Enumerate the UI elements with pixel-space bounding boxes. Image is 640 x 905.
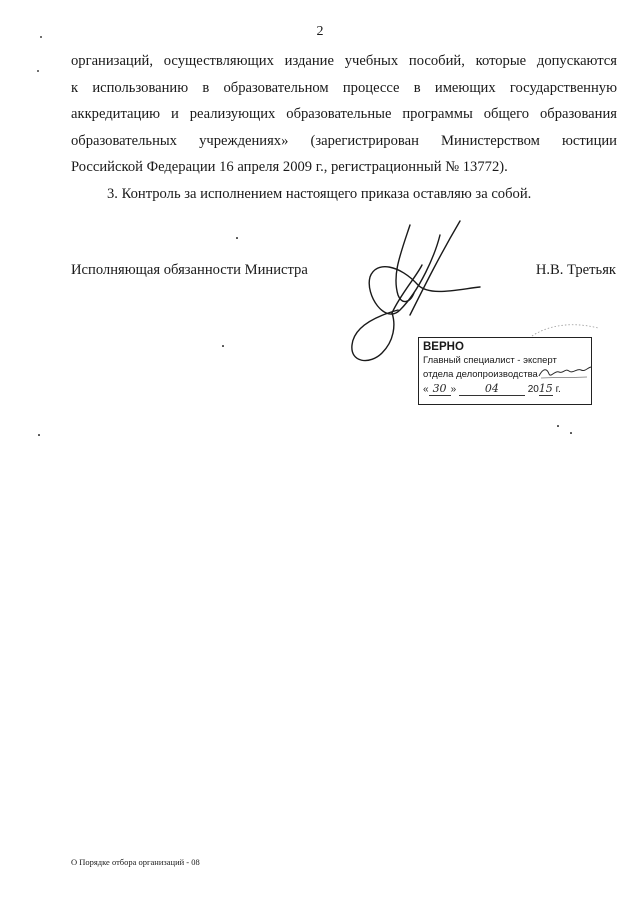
scan-speck — [236, 237, 238, 239]
footer-note: О Порядке отбора организаций - 08 — [71, 857, 200, 867]
paragraph-control: 3. Контроль за исполнением настоящего приказа оставляю за собой. — [107, 185, 532, 202]
scan-speck — [40, 36, 42, 38]
stamp-department: отдела делопроизводства — [423, 369, 538, 380]
scan-speck — [222, 345, 224, 347]
stamp-day: 30 — [429, 383, 451, 396]
paragraph-line: к использованию в образовательном процессе в имеющих государственную — [71, 79, 617, 96]
paragraph-line: аккредитацию и реализующих образовательные программы общего образования — [71, 106, 617, 123]
stamp-year-unit: г. — [555, 384, 561, 395]
stamp-year-suffix: 15 — [538, 382, 553, 395]
stamp-heading: ВЕРНО — [423, 341, 464, 353]
body-text — [71, 48, 617, 208]
paragraph-line: организаций, осуществляющих издание учебных пособий, которые допускаются — [71, 53, 617, 69]
stamp-month: 04 — [459, 383, 525, 396]
page-number: 2 — [316, 24, 324, 39]
scan-speck — [557, 425, 559, 427]
scan-speck — [38, 434, 40, 436]
stamp-date: « 30 » 04 2015 г. — [423, 382, 561, 395]
scan-speck — [570, 432, 572, 434]
paragraph-line: Российской Федерации 16 апреля 2009 г., регистрационный № 13772). — [71, 159, 508, 176]
certification-stamp — [418, 337, 592, 405]
scan-speck — [37, 70, 39, 72]
signer-title: Исполняющая обязанности Министра — [71, 262, 308, 278]
signer-name: Н.В. Третьяк — [535, 262, 616, 278]
stamp-position: Главный специалист - эксперт — [423, 355, 557, 366]
stamp-signature-image — [537, 362, 593, 382]
paragraph-line: образовательных учреждениях» (зарегистрирован Министерством юстиции — [71, 132, 617, 149]
stamp-year-prefix: 20 — [527, 384, 539, 395]
